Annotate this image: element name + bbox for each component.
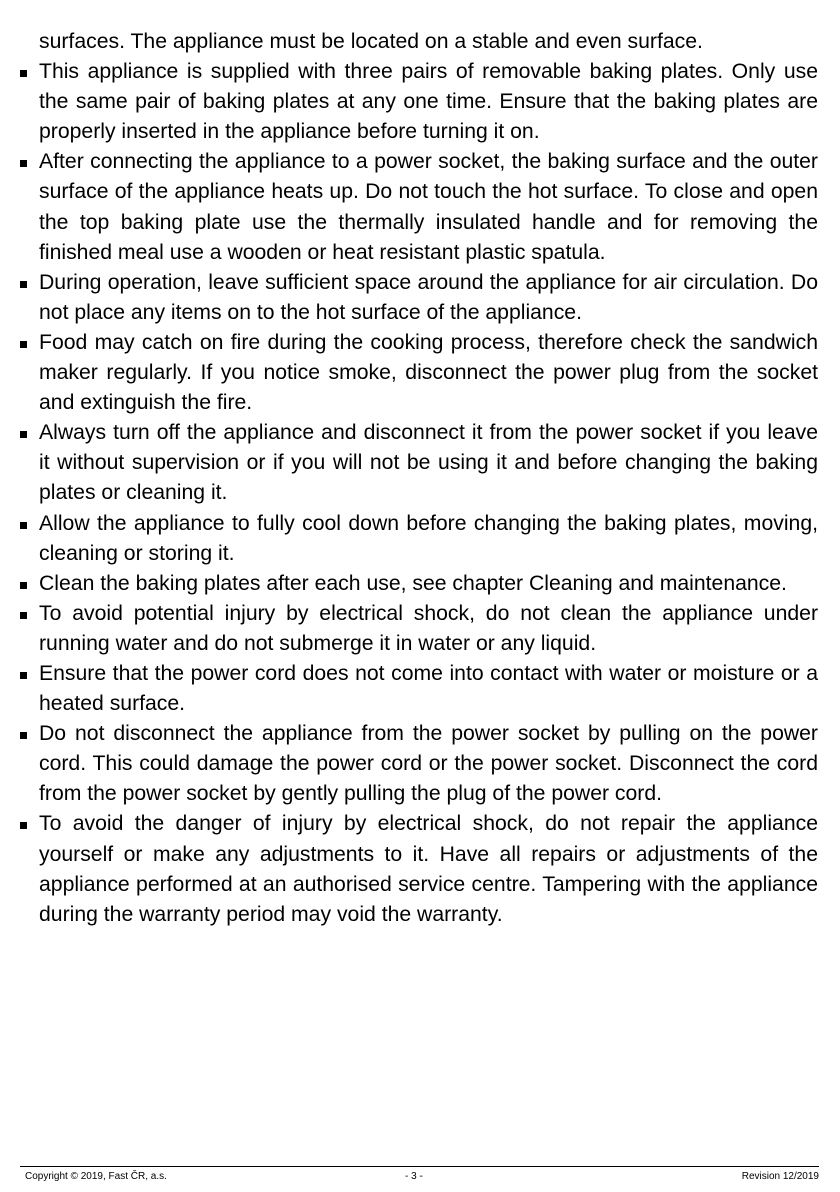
list-item bbox=[18, 509, 818, 569]
list-item-text: Clean the baking plates after each use, see chapter Cleaning and maintenance. bbox=[39, 571, 787, 595]
list-item-text: Ensure that the power cord does not come into contact with water or moisture or a heated surface. bbox=[39, 661, 818, 716]
square-bullet-icon bbox=[20, 70, 27, 77]
list-item bbox=[18, 599, 818, 659]
square-bullet-icon bbox=[20, 160, 27, 167]
square-bullet-icon bbox=[20, 672, 27, 679]
square-bullet-icon bbox=[20, 822, 27, 829]
square-bullet-icon bbox=[20, 522, 27, 529]
square-bullet-icon bbox=[20, 582, 27, 589]
page-footer bbox=[20, 1166, 819, 1187]
list-item bbox=[18, 809, 818, 929]
list-item-text: Allow the appliance to fully cool down before changing the baking plates, moving, cleaning or storing it. bbox=[39, 511, 818, 565]
list-item bbox=[18, 268, 818, 328]
list-item-text: This appliance is supplied with three pairs of removable baking plates. Only use the same pair of baking plates at any one time. Ensure that the baking plates are properly inserted in the appliance before turning it on. bbox=[39, 60, 818, 144]
list-item-text: To avoid potential injury by electrical shock, do not clean the appliance under running water and do not submerge it in water or any liquid. bbox=[39, 601, 818, 655]
list-item-text: Food may catch on fire during the cooking process, therefore check the sandwich maker regularly. If you notice smoke, disconnect the power plug from the socket and extinguish the fire. bbox=[39, 330, 818, 415]
list-item bbox=[18, 659, 818, 719]
square-bullet-icon bbox=[20, 612, 27, 619]
list-item bbox=[18, 719, 818, 809]
list-item-text: Always turn off the appliance and disconnect it from the power socket if you leave it without supervision or if you will not be using it and before changing the baking plates or cleaning it. bbox=[39, 421, 818, 505]
document-body bbox=[18, 27, 818, 930]
list-item bbox=[18, 57, 818, 147]
footer-page-number: - 3 - bbox=[405, 1171, 423, 1182]
list-item bbox=[18, 418, 818, 508]
square-bullet-icon bbox=[20, 732, 27, 739]
footer-revision: Revision 12/2019 bbox=[741, 1171, 819, 1182]
square-bullet-icon bbox=[20, 341, 27, 348]
list-item bbox=[18, 147, 818, 267]
list-item bbox=[18, 569, 818, 599]
square-bullet-icon bbox=[20, 431, 27, 438]
continued-paragraph: surfaces. The appliance must be located on a stable and even surface. bbox=[39, 30, 703, 53]
footer-copyright: Copyright © 2019, Fast ČR, a.s. bbox=[25, 1171, 167, 1182]
list-item-text: During operation, leave sufficient space around the appliance for air circulation. Do not place any items on to the hot surface of the appliance. bbox=[39, 270, 818, 324]
list-item-text: To avoid the danger of injury by electrical shock, do not repair the appliance yourself or make any adjustments to it. Have all repairs or adjustments of the appliance performed at an authorised service centre. Tampering with the appliance during the warranty period may void the warranty. bbox=[39, 812, 818, 926]
list-item-text: After connecting the appliance to a power socket, the baking surface and the outer surface of the appliance heats up. Do not touch the hot surface. To close and open the top baking plate use the thermally insulated handle and for removing the finished meal use a wooden or heat resistant plastic spatula. bbox=[39, 150, 818, 264]
square-bullet-icon bbox=[20, 281, 27, 288]
list-item-text: Do not disconnect the appliance from the power socket by pulling on the power cord. This could damage the power cord or the power socket. Disconnect the cord from the power socket by gently pulling the plug of the power cord. bbox=[39, 722, 818, 806]
list-item bbox=[18, 328, 818, 418]
